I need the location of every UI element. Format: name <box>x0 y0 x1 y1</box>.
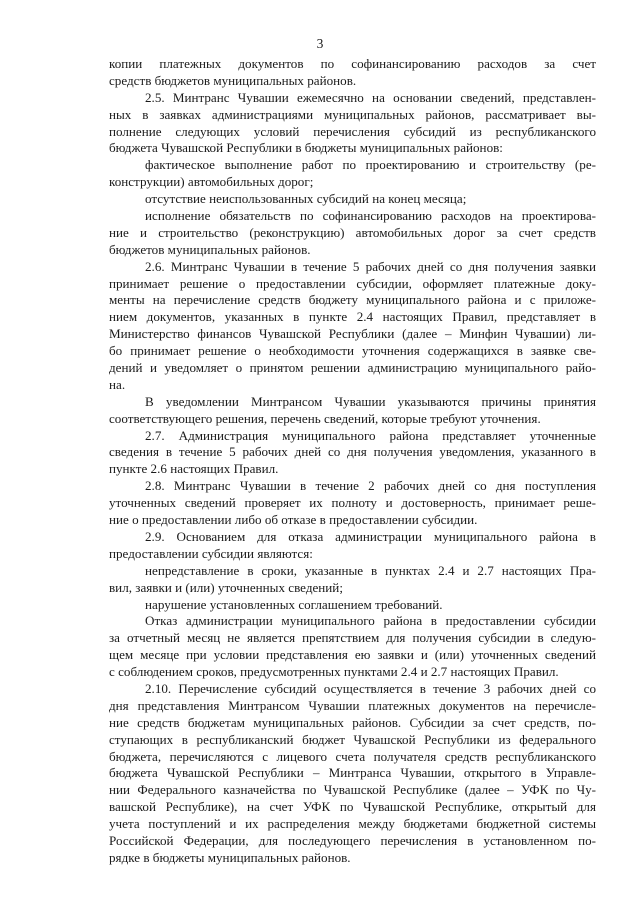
paragraph <box>109 613 596 681</box>
text-line: нием документов, указанных в пункте 2.4 настоящих Правил, представляет в <box>109 309 596 325</box>
paragraph <box>109 394 596 428</box>
document-body <box>109 56 596 867</box>
text-line: бо принимает решение о необходимости уточнения содержащихся в заявке све- <box>109 343 596 359</box>
text-line: учета поступлений и их распределения между бюджетами бюджетной системы <box>109 816 596 832</box>
text-line: дня представления Минтрансом Чувашии платежных документов на перечисле- <box>109 697 596 713</box>
page-number: 3 <box>316 36 324 51</box>
text-line: вил, заявки и (или) уточненных сведений; <box>109 579 343 595</box>
text-line: за отчетный месяц не является препятствием для получения субсидии в следую- <box>109 630 596 646</box>
paragraph <box>109 191 596 208</box>
text-line: рядке в бюджеты муниципальных районов. <box>109 849 351 865</box>
text-line: полнение следующих условий перечисления субсидий из республиканского <box>109 123 596 139</box>
text-line: 2.9. Основанием для отказа администрации муниципального района в <box>145 528 596 544</box>
paragraph <box>109 563 596 597</box>
text-line: непредставление в сроки, указанные в пунктах 2.4 и 2.7 настоящих Пра- <box>145 562 596 578</box>
text-line: средств бюджетов муниципальных районов. <box>109 72 357 88</box>
text-line: вашской Республике), на счет УФК по Чувашской Республике, открытый для <box>109 799 596 815</box>
text-line: менты на перечисление средств бюджету муниципального района и с приложе- <box>109 292 596 308</box>
text-line: бюджета Чувашской Республики в бюджеты муниципальных районов: <box>109 140 503 156</box>
text-line: фактическое выполнение работ по проектированию и строительству (ре- <box>145 157 596 173</box>
text-line: нии Федерального казначейства по Чувашской Республике (далее – УФК по Чу- <box>109 782 596 798</box>
text-line: нарушение установленных соглашением требований. <box>145 596 443 612</box>
paragraph <box>109 529 596 563</box>
paragraph <box>109 208 596 259</box>
paragraph <box>109 428 596 479</box>
text-line: сведения в течение 5 рабочих дней со дня получения уведомления, указанного в <box>109 444 596 460</box>
paragraph <box>109 56 596 90</box>
text-line: ние о предоставлении либо об отказе в предоставлении субсидии. <box>109 512 478 528</box>
text-line: копии платежных документов по софинансированию расходов за счет <box>109 56 596 71</box>
paragraph <box>109 597 596 614</box>
text-line: предоставлении субсидии являются: <box>109 545 313 561</box>
text-line: принимает решение о предоставлении субсидии, оформляет платежные доку- <box>109 275 596 291</box>
text-line: 2.7. Администрация муниципального района представляет уточненные <box>145 427 596 443</box>
text-line: уточненных сведений проверяет их полноту и достоверность, принимает реше- <box>109 495 596 511</box>
text-line: щем месяце при условии представления ею заявки и (или) уточненных сведений <box>109 647 596 663</box>
text-line: ступающих в республиканский бюджет Чувашской Республики из федерального <box>109 731 596 747</box>
text-line: пункте 2.6 настоящих Правил. <box>109 461 279 477</box>
text-line: отсутствие неиспользованных субсидий на конец месяца; <box>145 191 467 207</box>
text-line: соответствующего решения, перечень сведений, которые требуют уточнения. <box>109 410 541 426</box>
paragraph <box>109 478 596 529</box>
text-line: 2.5. Минтранс Чувашии ежемесячно на основании сведений, представлен- <box>145 89 596 105</box>
paragraph <box>109 157 596 191</box>
text-line: дений и уведомляет о принятом решении администрацию муниципального райо- <box>109 360 596 376</box>
text-line: Министерство финансов Чувашской Республики (далее – Минфин Чувашии) ли- <box>109 326 596 342</box>
paragraph <box>109 681 596 867</box>
text-line: с соблюдением сроков, предусмотренных пунктами 2.4 и 2.7 настоящих Правил. <box>109 664 559 680</box>
text-line: ние и строительство (реконструкцию) автомобильных дорог за счет средств <box>109 224 596 240</box>
text-line: ние средств бюджетам муниципальных районов. Субсидии за счет средств, по- <box>109 714 596 730</box>
text-line: на. <box>109 376 126 392</box>
text-line: бюджетов муниципальных районов. <box>109 241 311 257</box>
paragraph <box>109 90 596 158</box>
text-line: ных в заявках администрациями муниципальных районов, рассматривает вы- <box>109 106 596 122</box>
text-line: конструкции) автомобильных дорог; <box>109 174 314 190</box>
text-line: Российской Федерации, для последующего перечисления в установленном по- <box>109 832 596 848</box>
text-line: 2.8. Минтранс Чувашии в течение 2 рабочих дней со дня поступления <box>145 478 596 494</box>
text-line: В уведомлении Минтрансом Чувашии указываются причины принятия <box>145 393 596 409</box>
text-line: Отказ администрации муниципального района в предоставлении субсидии <box>145 613 596 629</box>
text-line: бюджета, перечисляются с лицевого счета получателя средств республиканского <box>109 748 596 764</box>
text-line: бюджета Чувашской Республики – Минтранса Чувашии, открытого в Управле- <box>109 765 596 781</box>
paragraph <box>109 259 596 394</box>
text-line: 2.10. Перечисление субсидий осуществляется в течение 3 рабочих дней со <box>145 680 596 696</box>
text-line: исполнение обязательств по софинансированию расходов на проектирова- <box>145 208 596 224</box>
text-line: 2.6. Минтранс Чувашии в течение 5 рабочих дней со дня получения заявки <box>145 258 596 274</box>
